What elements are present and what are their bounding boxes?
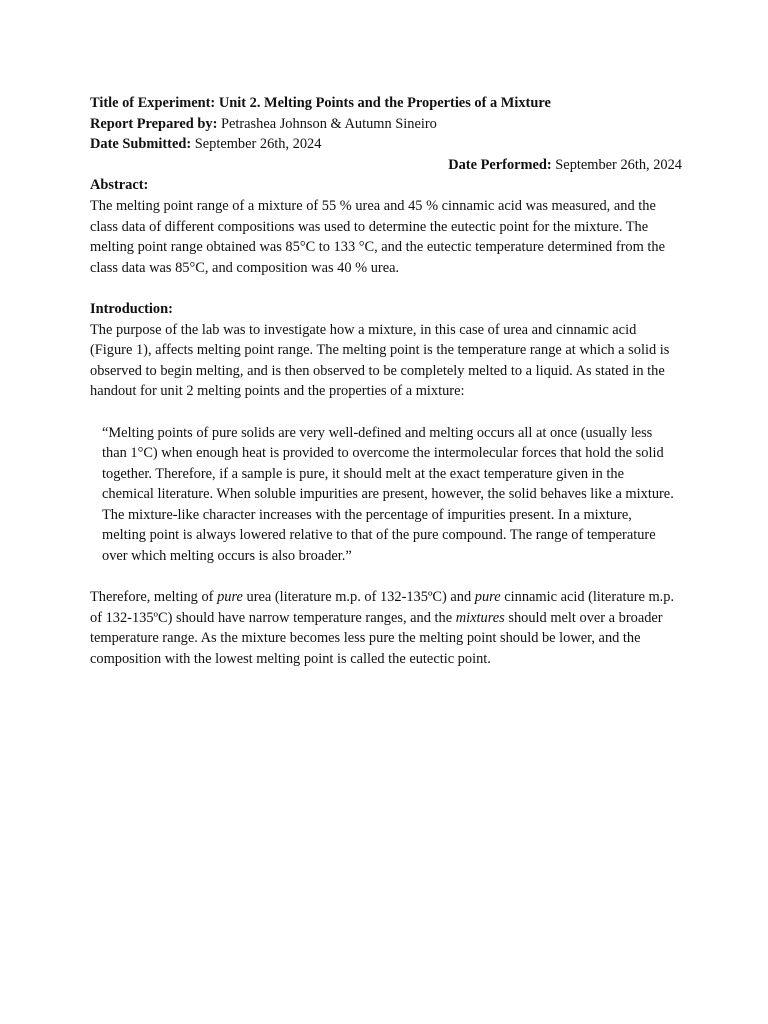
date-performed-line <box>90 155 682 176</box>
report-body <box>90 93 682 670</box>
date-submitted-label: Date Submitted: <box>90 136 192 153</box>
abstract-paragraph: The melting point range of a mixture of 55 % urea and 45 % cinnamic acid was measured, and the class data of different compositions was used to determine the eutectic point for the mixture. The melting point range obtained was 85°C to 133 °C, and the eutectic temperature determined from the class data was 85°C, and composition was 40 % urea. <box>90 197 665 276</box>
title-value: Unit 2. Melting Points and the Properties of a Mixture <box>218 95 551 111</box>
date-performed-value: September 26th, 2024 <box>551 156 682 173</box>
block-quote: “Melting points of pure solids are very well-defined and melting occurs all at once (usually less than 1°C) when enough heat is provided to overcome the intermolecular forces that hold the solid together. Therefore, if a sample is pure, it should melt at the exact temperature given in the chemical literature. When soluble impurities are present, however, the solid behaves like a mixture. The mixture-like character increases with the percentage of impurities present. In a mixture, melting point is always lowered relative to that of the pure compound. The range of temperature over which melting occurs is also broader.” <box>102 424 674 565</box>
conclusion-text-2: urea (literature m.p. of 132-135ºC) and <box>242 589 475 606</box>
date-submitted-value: September 26th, 2024 <box>191 136 322 153</box>
abstract-heading <box>90 175 682 196</box>
conclusion-text-4: should melt over a broader temperature range. As the mixture becomes less pure the melting point should be lower, and the composition with the lowest melting point is called the eutectic point. <box>90 609 663 668</box>
date-submitted-line <box>90 134 682 155</box>
conclusion-text-1: Therefore, melting of <box>90 589 218 606</box>
introduction-heading <box>90 299 682 320</box>
conclusion-text-3: cinnamic acid (literature m.p. of 132-135ºC) should have narrow temperature ranges, and the <box>90 589 675 626</box>
introduction-paragraph: The purpose of the lab was to investigate how a mixture, in this case of urea and cinnamic acid (Figure 1), affects melting point range. The melting point is the temperature range at which a solid is observed to begin melting, and is then observed to be completely melted to a liquid. As stated in the handout for unit 2 melting points and the properties of a mixture: <box>90 321 670 400</box>
conclusion-paragraph <box>90 587 682 669</box>
introduction-heading-text: Introduction: <box>90 300 173 317</box>
conclusion-emphasis-pure-1: pure <box>217 589 243 606</box>
date-performed-label: Date Performed: <box>448 156 552 173</box>
prepared-by-label: Report Prepared by: <box>90 115 218 132</box>
title-line <box>90 93 682 114</box>
prepared-by-value: Petrashea Johnson & Autumn Sineiro <box>217 115 437 132</box>
title-label: Title of Experiment: <box>90 95 216 111</box>
conclusion-emphasis-pure-2: pure <box>474 589 501 606</box>
conclusion-emphasis-mixtures: mixtures <box>455 609 505 626</box>
prepared-by-line <box>90 114 682 135</box>
abstract-heading-text: Abstract: <box>90 177 149 194</box>
